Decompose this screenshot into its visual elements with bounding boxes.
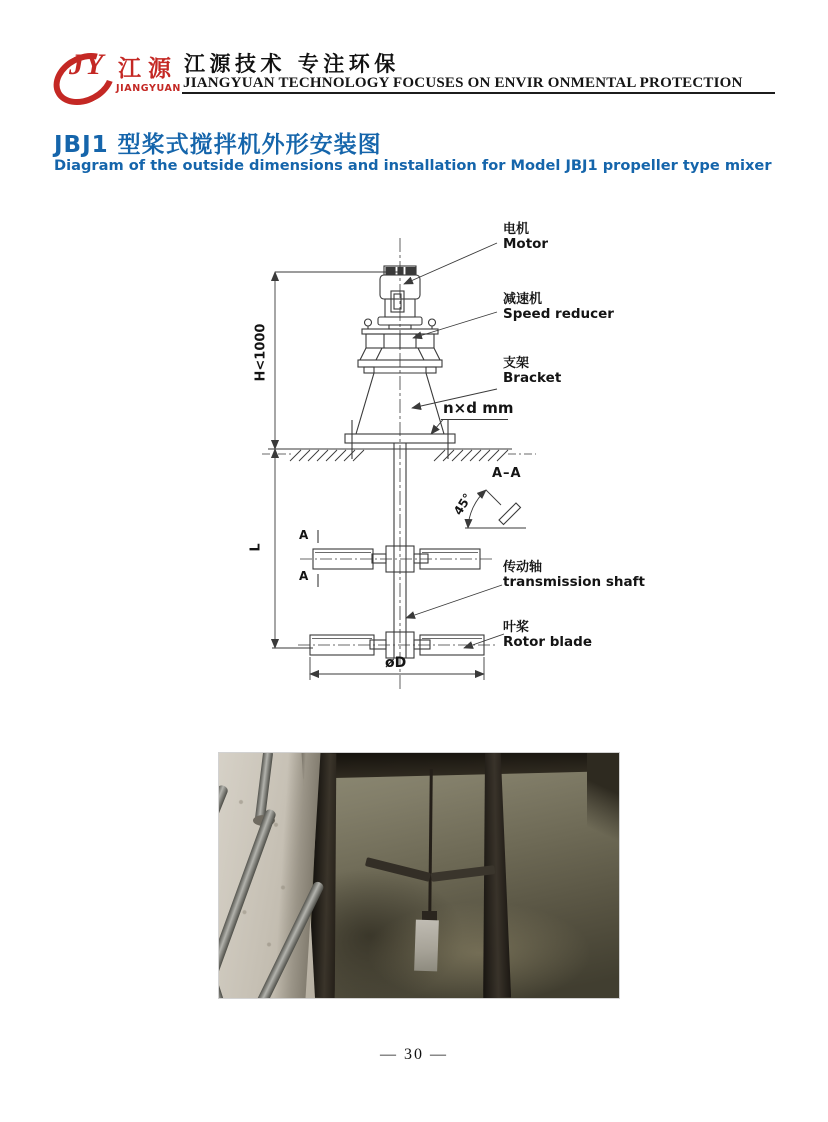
logo-english-name: JIANGYUAN [116,83,181,94]
section-mark-a-bottom: A [299,569,309,583]
rotor-blade-label: 叶桨 Rotor blade [503,620,592,650]
blade-angle-label: 45° [450,490,475,518]
page-number: — 30 — [380,1046,448,1063]
section-mark-a-top: A [299,528,309,542]
bracket-label: 支架 Bracket [503,356,562,386]
photo-mixer-plate [414,920,439,972]
diameter-dimension-label: øD [385,655,407,671]
speed-reducer-label: 减速机 Speed reducer [503,292,614,322]
page-title-english: Diagram of the outside dimensions and installation for Model JBJ1 propeller type mixer [54,157,772,174]
height-dimension-label: H<1000 [253,323,269,382]
section-aa-title: A–A [492,466,522,481]
header-divider [182,92,775,94]
page-title-chinese: JBJ1 型桨式搅拌机外形安装图 [54,132,382,158]
transmission-shaft-label: 传动轴 transmission shaft [503,560,645,590]
logo-chinese-name: 江源 [118,55,178,82]
header-tagline-english: JIANGYUAN TECHNOLOGY FOCUSES ON ENVIR ONMENTAL PROTECTION [183,75,743,91]
installation-photo [218,752,620,999]
company-logo [52,46,182,102]
motor-label: 电机 Motor [503,222,549,252]
anchor-bolt-spec-label: n×d mm [443,399,514,417]
length-dimension-label: L [248,543,264,552]
logo-jy-text: JY [69,48,105,81]
header-tagline-chinese: 江源技术 专注环保 [184,51,400,76]
